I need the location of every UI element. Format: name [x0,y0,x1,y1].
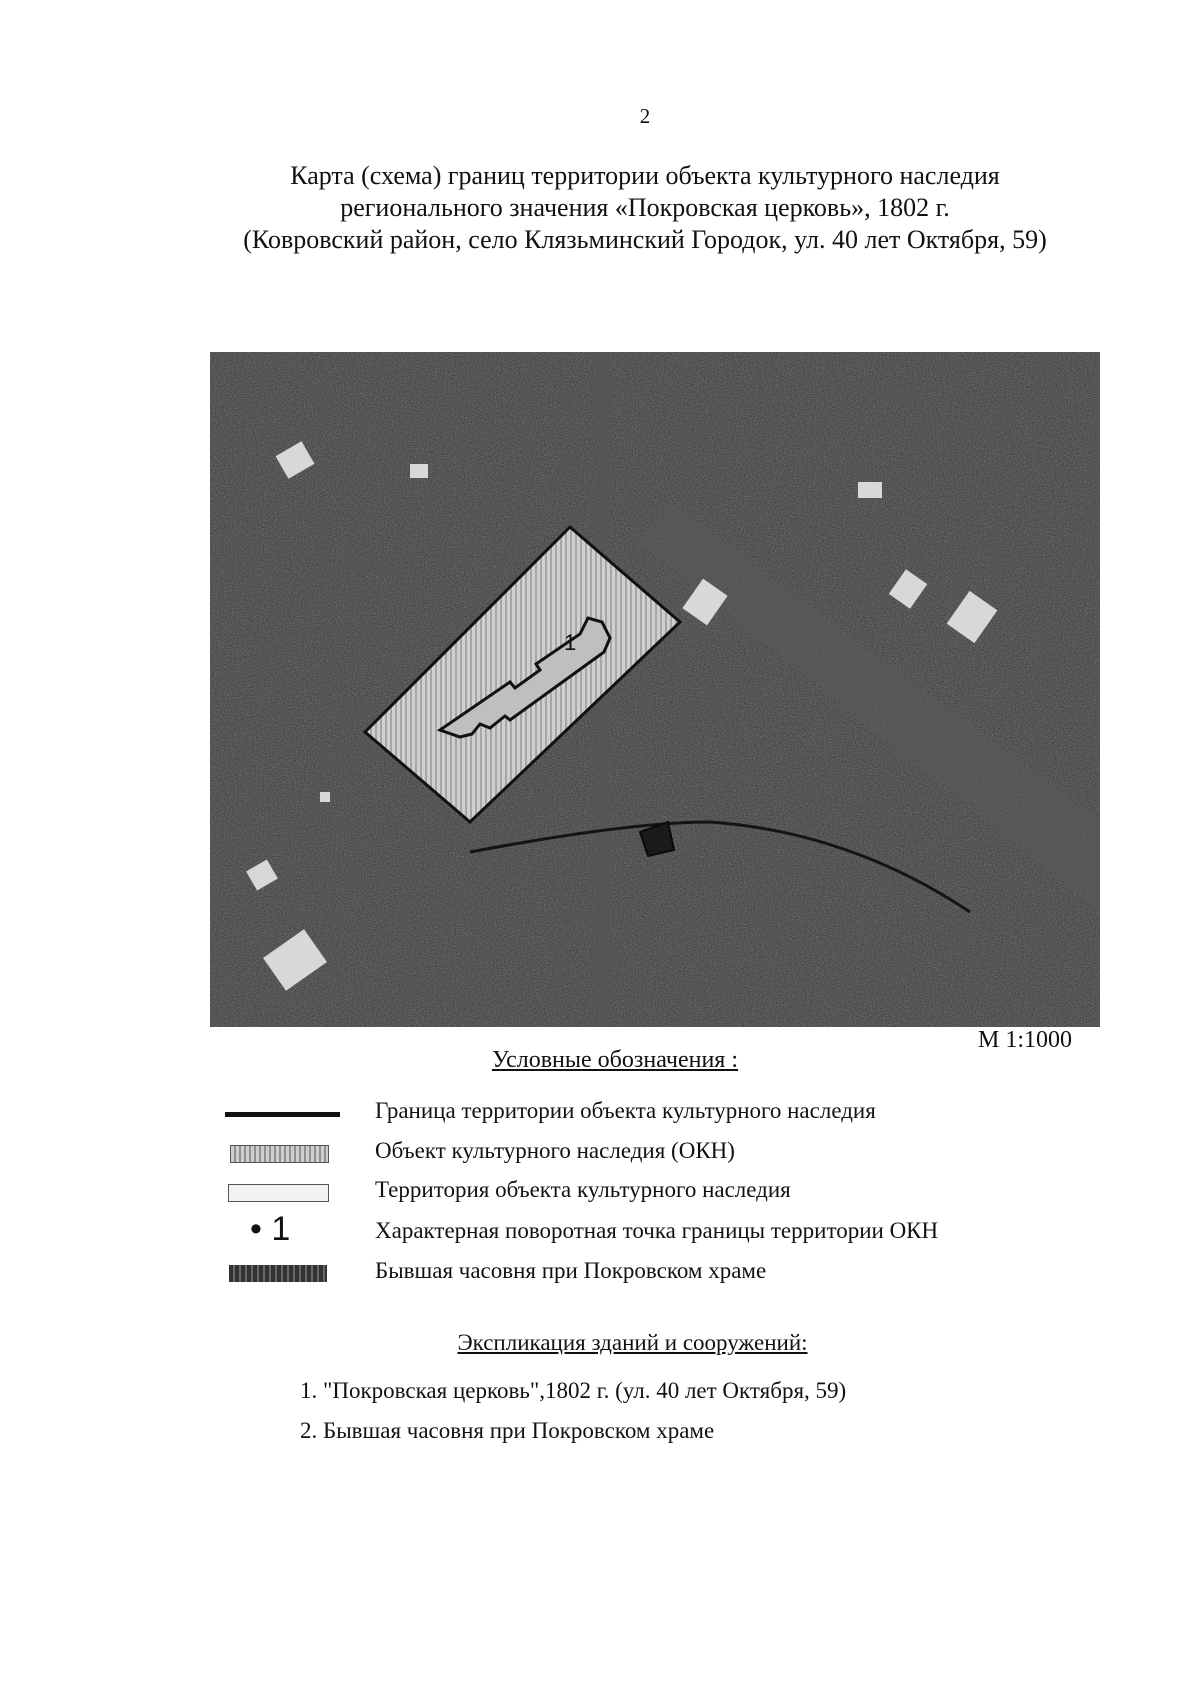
legend-text: Объект культурного наследия (ОКН) [375,1138,735,1163]
building [858,482,882,498]
territory-fill-symbol [225,1175,325,1209]
legend-text: Граница территории объекта культурного наследия [375,1098,876,1123]
page-number: 2 [639,104,651,128]
legend-item-turning-point [225,1210,1125,1250]
legend-item-territory [225,1175,1125,1209]
building [410,464,428,478]
title-line-1: Карта (схема) границ территории объекта культурного наследия [290,161,1000,190]
turning-point-marker: • 1 [250,1210,291,1248]
title-line-3: (Ковровский район, село Клязьминский Городок, ул. 40 лет Октября, 59) [243,225,1047,254]
legend-item-chapel [225,1256,1125,1290]
legend-text: Территория объекта культурного наследия [375,1177,791,1202]
legend-item-boundary [225,1096,1125,1130]
turning-point-label: 1 [564,630,577,655]
explication-item: 2. Бывшая часовня при Покровском храме [300,1418,715,1443]
building [320,792,330,802]
map-scale: М 1:1000 [978,1027,1073,1053]
boundary-line-symbol [225,1096,325,1130]
legend-text: Характерная поворотная точка границы территории ОКН [375,1218,939,1243]
aerial-photo [210,352,1100,1027]
okn-hatch-symbol [225,1136,325,1170]
turning-point-symbol [225,1210,325,1250]
legend-title: Условные обозначения : [491,1047,739,1073]
legend-item-okn [225,1136,1125,1170]
explication-title: Экспликация зданий и сооружений: [457,1330,808,1355]
explication-item: 1. "Покровская церковь",1802 г. (ул. 40 лет Октября, 59) [300,1378,847,1403]
legend-text: Бывшая часовня при Покровском храме [375,1258,767,1283]
aerial-map [210,352,1100,1027]
title-line-2: регионального значения «Покровская церковь», 1802 г. [340,193,950,222]
vegetation [210,352,1100,1027]
chapel-fill-symbol [225,1256,325,1290]
map-title [0,160,1200,256]
